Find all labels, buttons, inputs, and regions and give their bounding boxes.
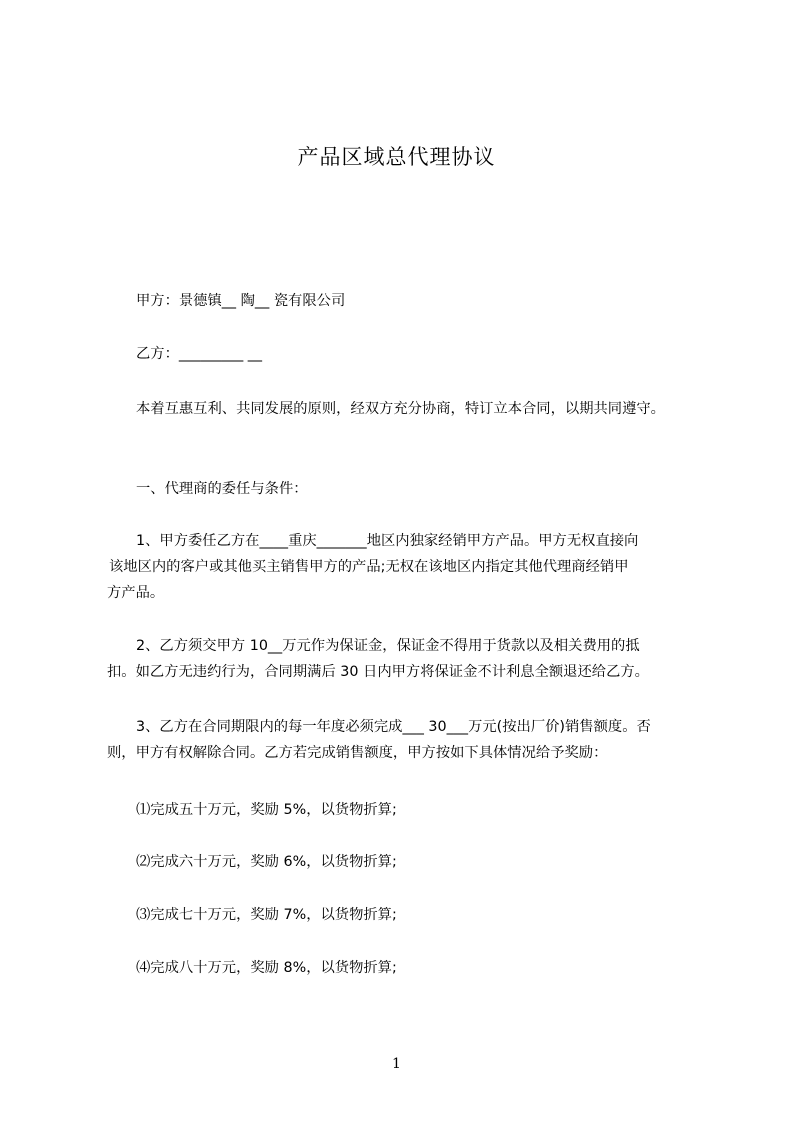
clause-1-line: 1、甲方委任乙方在____重庆_______地区内独家经销甲方产品。甲方无权直接向 <box>136 533 639 549</box>
party-b-line: 乙方：_________ __ <box>136 346 263 362</box>
reward-item-1: ⑴完成五十万元，奖励 5%，以货物折算; <box>136 802 397 818</box>
clause-3-line: 则，甲方有权解除合同。乙方若完成销售额度，甲方按如下具体情况给予奖励： <box>107 745 608 761</box>
clause-3-paragraph <box>107 714 697 766</box>
clause-1-line: 该地区内的客户或其他买主销售甲方的产品;无权在该地区内指定其他代理商经销甲 <box>109 559 629 575</box>
preamble-paragraph: 本着互惠互利、共同发展的原则，经双方充分协商，特订立本合同，以期共同遵守。 <box>136 401 665 417</box>
clause-1-paragraph <box>107 528 697 606</box>
page-number: 1 <box>392 1056 401 1072</box>
document-title: 产品区域总代理协议 <box>297 145 496 169</box>
clause-2-line: 2、乙方须交甲方 10__万元作为保证金，保证金不得用于货款以及相关费用的抵 <box>136 638 640 654</box>
clause-2-paragraph <box>107 633 697 685</box>
reward-item-3: ⑶完成七十万元，奖励 7%，以货物折算; <box>136 907 397 923</box>
clause-3-line: 3、乙方在合同期限内的每一年度必须完成___ 30___万元(按出厂价)销售额度。否 <box>136 719 651 735</box>
clause-2-line: 扣。如乙方无违约行为，合同期满后 30 日内甲方将保证金不计利息全额退还给乙方。 <box>107 664 649 680</box>
section-1-heading: 一、代理商的委任与条件： <box>136 481 308 497</box>
reward-item-4: ⑷完成八十万元，奖励 8%，以货物折算; <box>136 960 397 976</box>
reward-item-2: ⑵完成六十万元，奖励 6%，以货物折算; <box>136 854 397 870</box>
party-a-line: 甲方：景德镇__ 陶__ 瓷有限公司 <box>136 293 346 309</box>
clause-1-line: 方产品。 <box>107 585 165 601</box>
